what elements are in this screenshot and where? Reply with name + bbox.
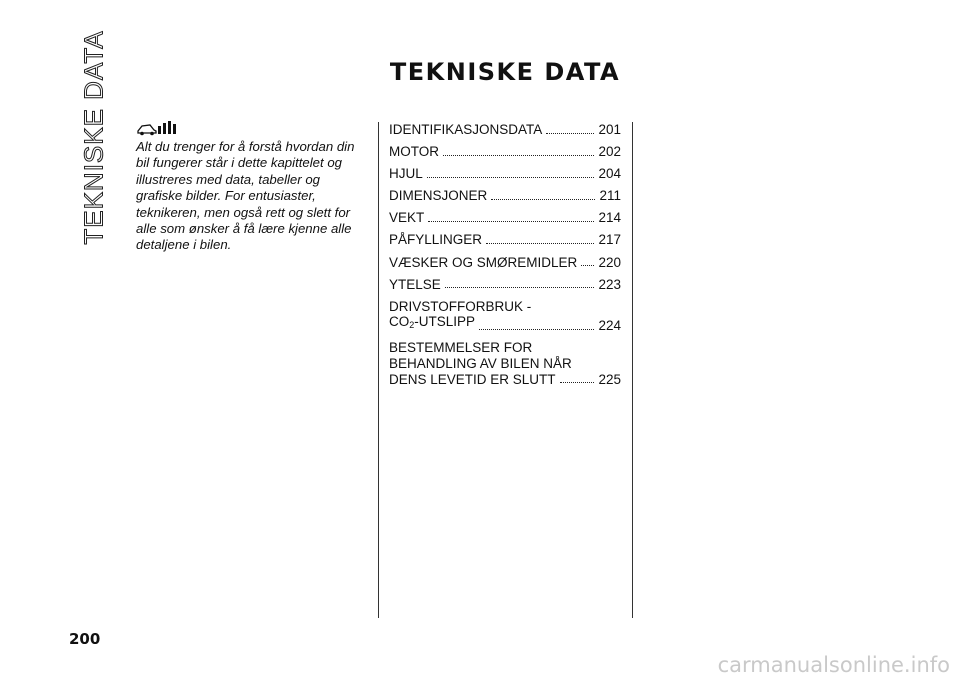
toc-page-number: 223 [598, 276, 621, 292]
toc-label: YTELSE [389, 276, 441, 292]
toc-label: MOTOR [389, 144, 439, 160]
toc-entry[interactable] [389, 255, 621, 271]
toc-leader-dots [427, 177, 595, 178]
toc-label [389, 314, 475, 334]
toc-entry[interactable] [389, 232, 621, 248]
toc-entry[interactable] [389, 299, 621, 334]
toc-label: VÆSKER OG SMØREMIDLER [389, 254, 578, 270]
toc-page-number: 204 [598, 166, 621, 182]
page-title: TEKNISKE DATA [389, 58, 621, 86]
toc-label: DIMENSJONER [389, 188, 488, 204]
toc-page-number: 202 [598, 144, 621, 160]
toc-label-line: BEHANDLING AV BILEN NÅR [389, 356, 572, 372]
toc-leader-dots [486, 243, 594, 244]
toc-leader-dots [479, 329, 594, 330]
toc-entry[interactable] [389, 122, 621, 138]
toc-label-line: DRIVSTOFFORBRUK - [389, 298, 532, 314]
toc-page-number: 220 [598, 254, 621, 270]
toc-label-part: -UTSLIPP [414, 314, 476, 330]
toc-label: IDENTIFIKASJONSDATA [389, 122, 543, 137]
page-number: 200 [69, 630, 101, 648]
toc-label-part: CO [389, 314, 410, 330]
side-tab [78, 30, 109, 245]
toc-entry[interactable] [389, 144, 621, 160]
toc-label: HJUL [389, 166, 423, 182]
toc-leader-dots [445, 287, 595, 288]
toc-leader-dots [428, 221, 594, 222]
toc-label-line: BESTEMMELSER FOR [389, 340, 533, 356]
toc-page-number: 225 [598, 371, 621, 387]
divider-right [632, 122, 633, 618]
toc-leader-dots [443, 155, 594, 156]
table-of-contents [389, 122, 621, 394]
toc-entry[interactable] [389, 277, 621, 293]
toc-label: DENS LEVETID ER SLUTT [389, 371, 556, 387]
side-tab-label: TEKNISKE DATA [78, 30, 109, 245]
toc-entry[interactable] [389, 166, 621, 182]
toc-entry[interactable] [389, 340, 621, 387]
toc-page-number: 211 [599, 188, 621, 204]
divider-left [378, 122, 379, 618]
toc-leader-dots [581, 265, 594, 266]
toc-leader-dots [491, 199, 595, 200]
footer-watermark: carmanualsonline.info [717, 653, 950, 677]
toc-page-number: 217 [598, 232, 621, 248]
toc-label: PÅFYLLINGER [389, 232, 483, 248]
car-specs-icon [136, 120, 178, 141]
toc-entry[interactable] [389, 188, 621, 204]
toc-leader-dots [560, 382, 595, 383]
toc-page-number: 201 [598, 122, 621, 137]
toc-leader-dots [546, 133, 594, 134]
toc-page-number: 224 [598, 318, 621, 334]
toc-page-number: 214 [598, 210, 621, 226]
toc-label-subscript: 2 [409, 320, 415, 331]
toc-entry[interactable] [389, 210, 621, 226]
intro-text: Alt du trenger for å forstå hvordan din bil fungerer står i dette kapittelet og illustreres med data, tabeller og grafiske bilder. For entusiaster, teknikeren, men også rett og slett for alle som ønsker å få lære kjenne alle detaljene i bilen. [136, 139, 355, 253]
toc-label: VEKT [389, 210, 425, 226]
